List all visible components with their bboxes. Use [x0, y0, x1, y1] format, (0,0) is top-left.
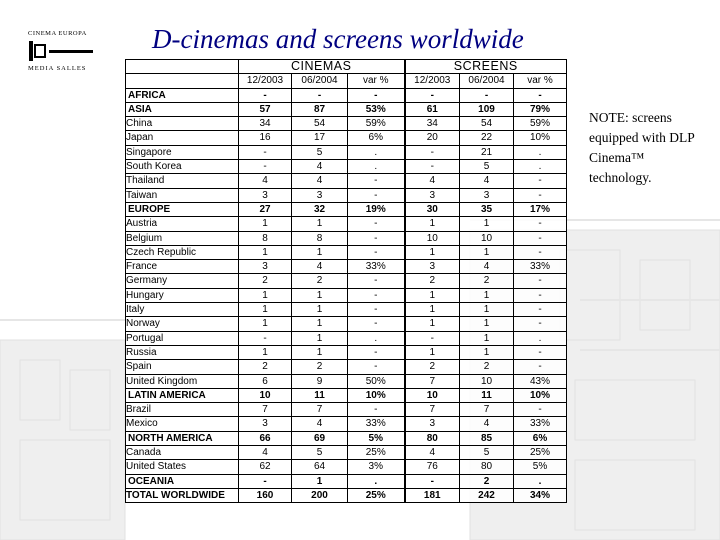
table-row	[126, 88, 567, 102]
table-row	[126, 260, 567, 274]
row-label: Russia	[126, 345, 239, 359]
table-cell: 2	[460, 360, 514, 374]
table-cell: 1	[405, 317, 460, 331]
table-cell: -	[514, 360, 567, 374]
table-cell: 4	[460, 260, 514, 274]
table-cell: 1	[460, 303, 514, 317]
table-cell: -	[239, 145, 292, 159]
table-cell: 7	[460, 403, 514, 417]
logo-bottom-text: MEDIA SALLES	[28, 65, 87, 72]
table-cell: 1	[239, 288, 292, 302]
table-cell: 1	[460, 331, 514, 345]
table-cell: 109	[460, 102, 514, 116]
table-cell: 80	[460, 460, 514, 474]
table-cell: 4	[292, 174, 348, 188]
table-cell: 33%	[514, 417, 567, 431]
table-row	[126, 488, 567, 502]
row-label: Singapore	[126, 145, 239, 159]
header-cinemas-2004: 06/2004	[292, 74, 348, 88]
cinema-europa-logo	[28, 30, 100, 76]
table-cell: 54	[460, 117, 514, 131]
table-row	[126, 174, 567, 188]
table-cell: 8	[239, 231, 292, 245]
header-cinemas-var: var %	[348, 74, 405, 88]
table-cell: 4	[292, 417, 348, 431]
table-cell: 32	[292, 202, 348, 216]
table-cell: -	[348, 317, 405, 331]
header-screens-var: var %	[514, 74, 567, 88]
row-label: China	[126, 117, 239, 131]
table-row	[126, 388, 567, 402]
table-cell: 1	[292, 474, 348, 488]
table-cell: 1	[460, 217, 514, 231]
table-cell: 3	[405, 260, 460, 274]
table-cell: 21	[460, 145, 514, 159]
table-cell: 3%	[348, 460, 405, 474]
table-row	[126, 474, 567, 488]
table-cell: 5%	[348, 431, 405, 445]
header-blank-2	[126, 74, 239, 88]
logo-bar	[49, 50, 93, 53]
table-cell: 1	[292, 303, 348, 317]
table-cell: 2	[292, 274, 348, 288]
table-cell: 3	[239, 188, 292, 202]
cinemas-screens-table	[125, 59, 567, 503]
table-cell: 1	[460, 317, 514, 331]
table-cell: 3	[292, 188, 348, 202]
table-cell: 10	[460, 231, 514, 245]
table-cell: 17	[292, 131, 348, 145]
row-label: Hungary	[126, 288, 239, 302]
table-cell: 17%	[514, 202, 567, 216]
table-cell: 7	[292, 403, 348, 417]
table-cell: -	[348, 245, 405, 259]
table-row	[126, 303, 567, 317]
row-label: Belgium	[126, 231, 239, 245]
table-cell: 3	[460, 188, 514, 202]
table-cell: 62	[239, 460, 292, 474]
table-cell: 242	[460, 488, 514, 502]
table-cell: -	[239, 160, 292, 174]
table-cell: -	[348, 217, 405, 231]
table-cell: 25%	[348, 446, 405, 460]
row-label: Canada	[126, 446, 239, 460]
table-cell: 2	[405, 274, 460, 288]
table-cell: 160	[239, 488, 292, 502]
table-cell: -	[348, 403, 405, 417]
table-cell: -	[239, 331, 292, 345]
table-cell: .	[348, 331, 405, 345]
table-cell: 6%	[348, 131, 405, 145]
table-cell: -	[514, 88, 567, 102]
table-cell: 34	[239, 117, 292, 131]
header-screens: SCREENS	[405, 60, 567, 74]
table-cell: 66	[239, 431, 292, 445]
table-row	[126, 417, 567, 431]
row-label: France	[126, 260, 239, 274]
note-text: NOTE: screens equipped with DLP Cinema™ technology.	[589, 110, 695, 185]
row-label: Japan	[126, 131, 239, 145]
table-cell: -	[514, 403, 567, 417]
table-cell: 4	[405, 446, 460, 460]
table-cell: 1	[239, 317, 292, 331]
table-cell: 4	[460, 417, 514, 431]
table-cell: 3	[405, 417, 460, 431]
table-cell: 53%	[348, 102, 405, 116]
table-cell: 11	[292, 388, 348, 402]
table-cell: 10	[405, 388, 460, 402]
table-cell: 1	[405, 345, 460, 359]
table-cell: 3	[405, 188, 460, 202]
table-row	[126, 131, 567, 145]
table-cell: 50%	[348, 374, 405, 388]
table-cell: -	[460, 88, 514, 102]
table-cell: 33%	[348, 417, 405, 431]
row-label: Norway	[126, 317, 239, 331]
table-cell: -	[348, 274, 405, 288]
table-cell: -	[292, 88, 348, 102]
table-row	[126, 331, 567, 345]
table-cell: .	[348, 474, 405, 488]
table-row	[126, 431, 567, 445]
row-label: LATIN AMERICA	[126, 388, 239, 402]
row-label: Brazil	[126, 403, 239, 417]
table-cell: 4	[405, 174, 460, 188]
row-label: TOTAL WORLDWIDE	[126, 488, 239, 502]
row-label: EUROPE	[126, 202, 239, 216]
table-cell: 8	[292, 231, 348, 245]
table-row	[126, 188, 567, 202]
table-cell: -	[405, 474, 460, 488]
header-screens-2003: 12/2003	[405, 74, 460, 88]
table-row	[126, 360, 567, 374]
table-cell: 1	[239, 303, 292, 317]
table-cell: 5%	[514, 460, 567, 474]
table-cell: 22	[460, 131, 514, 145]
row-label: South Korea	[126, 160, 239, 174]
table-cell: 1	[405, 245, 460, 259]
row-label: Italy	[126, 303, 239, 317]
table-row	[126, 117, 567, 131]
table-cell: 2	[292, 360, 348, 374]
table-cell: 87	[292, 102, 348, 116]
table-row	[126, 345, 567, 359]
table-cell: 1	[460, 345, 514, 359]
table-cell: -	[348, 231, 405, 245]
table-row	[126, 102, 567, 116]
table-cell: 2	[460, 474, 514, 488]
page-title: D-cinemas and screens worldwide	[152, 24, 524, 54]
table-cell: 3	[239, 260, 292, 274]
table-cell: .	[348, 160, 405, 174]
table-cell: 34	[405, 117, 460, 131]
table-cell: 11	[460, 388, 514, 402]
logo-mark	[28, 39, 100, 63]
table-cell: 4	[292, 260, 348, 274]
table-cell: .	[514, 474, 567, 488]
table-cell: -	[514, 188, 567, 202]
table-cell: 57	[239, 102, 292, 116]
row-label: AFRICA	[126, 88, 239, 102]
table-cell: 4	[239, 174, 292, 188]
table-cell: 1	[292, 245, 348, 259]
table-cell: 76	[405, 460, 460, 474]
table-cell: 80	[405, 431, 460, 445]
logo-top-text: CINEMA EUROPA	[28, 30, 87, 37]
table-cell: .	[514, 145, 567, 159]
table-cell: 1	[292, 288, 348, 302]
table-cell: 4	[460, 174, 514, 188]
row-label: Mexico	[126, 417, 239, 431]
table-cell: 7	[405, 403, 460, 417]
table-row	[126, 403, 567, 417]
row-label: Germany	[126, 274, 239, 288]
table-cell: 85	[460, 431, 514, 445]
table-cell: 2	[239, 274, 292, 288]
table-row	[126, 460, 567, 474]
table-cell: -	[514, 217, 567, 231]
table-cell: 10%	[514, 131, 567, 145]
table-cell: 33%	[348, 260, 405, 274]
table-cell: 1	[239, 245, 292, 259]
table-cell: 64	[292, 460, 348, 474]
table-cell: 200	[292, 488, 348, 502]
table-cell: 1	[292, 345, 348, 359]
table-cell: -	[514, 274, 567, 288]
table-cell: 30	[405, 202, 460, 216]
table-row	[126, 317, 567, 331]
table-cell: 43%	[514, 374, 567, 388]
row-label: Portugal	[126, 331, 239, 345]
table-cell: 10	[460, 374, 514, 388]
table-cell: 20	[405, 131, 460, 145]
table-cell: 181	[405, 488, 460, 502]
table-cell: .	[514, 331, 567, 345]
row-label: NORTH AMERICA	[126, 431, 239, 445]
table-cell: 6	[239, 374, 292, 388]
table-cell: -	[514, 288, 567, 302]
header-blank	[126, 60, 239, 74]
table-cell: 7	[239, 403, 292, 417]
table-row	[126, 374, 567, 388]
table-cell: 4	[239, 446, 292, 460]
table-cell: -	[514, 345, 567, 359]
table-cell: 34%	[514, 488, 567, 502]
table-cell: 61	[405, 102, 460, 116]
table-row	[126, 160, 567, 174]
table-cell: 3	[239, 417, 292, 431]
table-cell: 1	[239, 345, 292, 359]
table-cell: .	[348, 145, 405, 159]
table-cell: 59%	[348, 117, 405, 131]
table-cell: 1	[405, 217, 460, 231]
table-cell: 59%	[514, 117, 567, 131]
table-cell: .	[514, 160, 567, 174]
table-cell: -	[348, 188, 405, 202]
table-cell: -	[348, 303, 405, 317]
table-cell: 2	[239, 360, 292, 374]
table-cell: 1	[292, 217, 348, 231]
table-cell: 1	[239, 217, 292, 231]
table-cell: -	[405, 145, 460, 159]
table-row	[126, 446, 567, 460]
table-cell: 1	[405, 303, 460, 317]
table-cell: -	[405, 88, 460, 102]
table-cell: -	[348, 345, 405, 359]
table-cell: -	[405, 331, 460, 345]
row-label: Czech Republic	[126, 245, 239, 259]
table-cell: 1	[292, 331, 348, 345]
table-cell: 10%	[348, 388, 405, 402]
header-cinemas-2003: 12/2003	[239, 74, 292, 88]
table-cell: 1	[405, 288, 460, 302]
table-cell: 7	[405, 374, 460, 388]
row-label: Spain	[126, 360, 239, 374]
table-cell: -	[348, 88, 405, 102]
table-cell: -	[514, 245, 567, 259]
table-cell: 1	[292, 317, 348, 331]
table-cell: -	[514, 317, 567, 331]
table-row	[126, 145, 567, 159]
table-row	[126, 274, 567, 288]
header-screens-2004: 06/2004	[460, 74, 514, 88]
table-cell: 19%	[348, 202, 405, 216]
table-cell: -	[514, 231, 567, 245]
table-cell: 2	[460, 274, 514, 288]
table-cell: 25%	[348, 488, 405, 502]
table-cell: -	[405, 160, 460, 174]
table-cell: 79%	[514, 102, 567, 116]
table-cell: 4	[292, 160, 348, 174]
table-cell: 6%	[514, 431, 567, 445]
table-cell: 10%	[514, 388, 567, 402]
table-cell: -	[239, 88, 292, 102]
table-cell: 2	[405, 360, 460, 374]
row-label: ASIA	[126, 102, 239, 116]
table-cell: 16	[239, 131, 292, 145]
table-row	[126, 217, 567, 231]
table-cell: 1	[460, 288, 514, 302]
table-cell: 33%	[514, 260, 567, 274]
table-row	[126, 288, 567, 302]
table-row	[126, 202, 567, 216]
table-cell: 1	[460, 245, 514, 259]
table-cell: 5	[292, 145, 348, 159]
table-cell: 5	[292, 446, 348, 460]
table-cell: 10	[239, 388, 292, 402]
table-cell: 25%	[514, 446, 567, 460]
row-label: Austria	[126, 217, 239, 231]
table-cell: 10	[405, 231, 460, 245]
table-cell: -	[239, 474, 292, 488]
table-cell: 27	[239, 202, 292, 216]
table-body	[126, 88, 567, 503]
table-cell: -	[514, 174, 567, 188]
table-cell: 69	[292, 431, 348, 445]
row-label: Thailand	[126, 174, 239, 188]
table-cell: -	[348, 360, 405, 374]
header-cinemas: CINEMAS	[239, 60, 405, 74]
table-cell: -	[348, 174, 405, 188]
row-label: United States	[126, 460, 239, 474]
row-label: United Kingdom	[126, 374, 239, 388]
table-cell: 35	[460, 202, 514, 216]
table-cell: 9	[292, 374, 348, 388]
table-cell: 5	[460, 446, 514, 460]
table-cell: -	[348, 288, 405, 302]
table-row	[126, 245, 567, 259]
row-label: Taiwan	[126, 188, 239, 202]
table-cell: 5	[460, 160, 514, 174]
logo-shape-icon	[28, 39, 46, 63]
row-label: OCEANIA	[126, 474, 239, 488]
table-cell: -	[514, 303, 567, 317]
table-row	[126, 231, 567, 245]
table-cell: 54	[292, 117, 348, 131]
